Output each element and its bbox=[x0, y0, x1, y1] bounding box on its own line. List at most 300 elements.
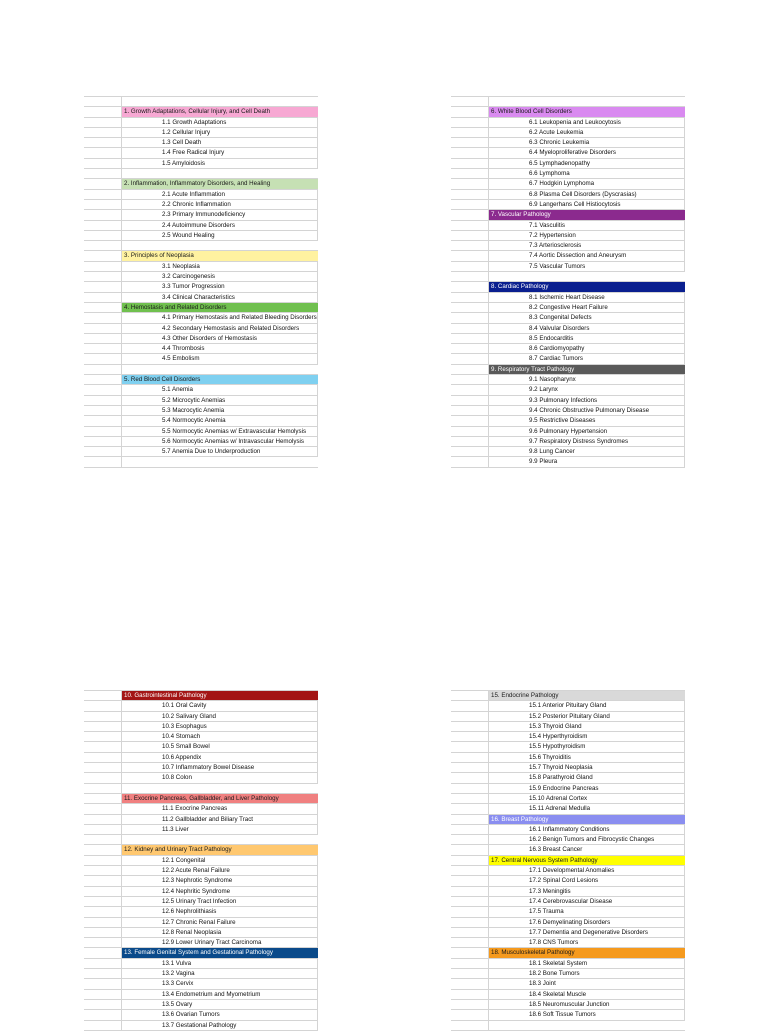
subtopic-row bbox=[451, 138, 685, 148]
gutter-cell bbox=[84, 938, 122, 947]
subtopic-label: 15.2 Posterior Pituitary Gland bbox=[529, 712, 610, 720]
gutter-cell bbox=[451, 334, 489, 343]
gutter-cell bbox=[84, 272, 122, 281]
subtopic-row bbox=[451, 251, 685, 261]
subtopic-label: 17.3 Meningitis bbox=[529, 887, 571, 895]
subtopic-label: 18.6 Soft Tissue Tumors bbox=[529, 1011, 596, 1019]
subtopic-row bbox=[451, 437, 685, 447]
subtopic-label: 8.2 Congestive Heart Failure bbox=[529, 303, 608, 311]
subtopic-label: 17.6 Demyelinating Disorders bbox=[529, 918, 611, 926]
section-header-row bbox=[451, 282, 685, 292]
gutter-cell bbox=[451, 948, 489, 957]
gutter-cell bbox=[451, 753, 489, 762]
gutter-cell bbox=[84, 313, 122, 322]
gutter-cell bbox=[84, 990, 122, 999]
subtopic-label: 12.6 Nephrolithiasis bbox=[162, 908, 217, 916]
subtopic-label: 15.11 Adrenal Medulla bbox=[529, 805, 591, 813]
subtopic-label: 5.5 Normocytic Anemias w/ Extravascular Hemolysis bbox=[162, 427, 307, 435]
section-title: 13. Female Genital System and Gestational Pathology bbox=[124, 949, 273, 957]
subtopic-row bbox=[451, 169, 685, 179]
subtopic-label: 6.5 Lymphadenopathy bbox=[529, 159, 591, 167]
section-header-row bbox=[84, 948, 318, 958]
subtopic-row bbox=[451, 231, 685, 241]
gutter-cell bbox=[451, 897, 489, 906]
gutter-cell bbox=[84, 375, 122, 384]
section-header-row bbox=[84, 375, 318, 385]
subtopic-row bbox=[451, 416, 685, 426]
subtopic-row bbox=[84, 979, 318, 989]
subtopic-label: 7.3 Arteriosclerosis bbox=[529, 242, 582, 250]
gutter-cell bbox=[84, 282, 122, 291]
subtopic-label: 12.2 Acute Renal Failure bbox=[162, 867, 230, 875]
subtopic-row bbox=[451, 200, 685, 210]
subtopic-label: 5.7 Anemia Due to Underproduction bbox=[162, 448, 261, 456]
section-header-row bbox=[84, 691, 318, 701]
subtopic-label: 10.5 Small Bowel bbox=[162, 743, 210, 751]
subtopic-label: 13.3 Cervix bbox=[162, 980, 194, 988]
subtopic-row bbox=[84, 282, 318, 292]
subtopic-row bbox=[84, 334, 318, 344]
subtopic-row bbox=[451, 763, 685, 773]
section-header-row bbox=[451, 691, 685, 701]
subtopic-row bbox=[84, 427, 318, 437]
section-header-row bbox=[451, 365, 685, 375]
gutter-cell bbox=[451, 200, 489, 209]
subtopic-row bbox=[84, 742, 318, 752]
subtopic-row bbox=[84, 159, 318, 169]
subtopic-row bbox=[451, 344, 685, 354]
gutter-cell bbox=[451, 835, 489, 844]
subtopic-row bbox=[451, 1010, 685, 1020]
gutter-cell bbox=[84, 396, 122, 405]
gutter-cell bbox=[84, 169, 122, 178]
subtopic-label: 12.8 Renal Neoplasia bbox=[162, 928, 222, 936]
subtopic-row bbox=[451, 845, 685, 855]
gutter-cell bbox=[84, 344, 122, 353]
gutter-cell bbox=[451, 712, 489, 721]
subtopic-label: 9.5 Restrictive Diseases bbox=[529, 417, 596, 425]
subtopic-row bbox=[84, 815, 318, 825]
section-header-row bbox=[84, 794, 318, 804]
gutter-cell bbox=[451, 979, 489, 988]
outline-table-bottom-left bbox=[84, 690, 318, 1031]
subtopic-row bbox=[451, 887, 685, 897]
subtopic-label: 9.3 Pulmonary Infections bbox=[529, 396, 598, 404]
subtopic-label: 6.3 Chronic Leukemia bbox=[529, 139, 590, 147]
subtopic-label: 6.1 Leukopenia and Leukocytosis bbox=[529, 118, 621, 126]
subtopic-label: 5.3 Macrocytic Anemia bbox=[162, 406, 225, 414]
gutter-cell bbox=[451, 282, 489, 291]
subtopic-label: 9.8 Lung Cancer bbox=[529, 448, 575, 456]
gutter-cell bbox=[451, 722, 489, 731]
subtopic-row bbox=[84, 148, 318, 158]
subtopic-row bbox=[451, 753, 685, 763]
subtopic-row bbox=[451, 221, 685, 231]
subtopic-label: 2.1 Acute Inflammation bbox=[162, 190, 225, 198]
gutter-cell bbox=[451, 427, 489, 436]
gutter-cell bbox=[451, 866, 489, 875]
subtopic-row bbox=[451, 179, 685, 189]
gutter-cell bbox=[451, 856, 489, 865]
gutter-cell bbox=[451, 107, 489, 116]
section-title: 15. Endocrine Pathology bbox=[491, 692, 559, 699]
subtopic-row bbox=[451, 375, 685, 385]
content-cell bbox=[489, 97, 685, 106]
subtopic-row bbox=[84, 938, 318, 948]
subtopic-row bbox=[451, 334, 685, 344]
outline-table-top-left bbox=[84, 96, 318, 468]
section-header-row bbox=[451, 210, 685, 220]
gutter-cell bbox=[451, 190, 489, 199]
gutter-cell bbox=[451, 365, 489, 374]
subtopic-row bbox=[84, 128, 318, 138]
subtopic-row bbox=[84, 272, 318, 282]
gutter-cell bbox=[84, 138, 122, 147]
gutter-cell bbox=[84, 354, 122, 363]
gutter-cell bbox=[451, 990, 489, 999]
gutter-cell bbox=[451, 354, 489, 363]
gutter-cell bbox=[84, 845, 122, 854]
gutter-cell bbox=[84, 334, 122, 343]
section-title: 5. Red Blood Cell Disorders bbox=[124, 376, 201, 384]
gutter-cell bbox=[84, 200, 122, 209]
section-title: 2. Inflammation, Inflammatory Disorders, and Healing bbox=[124, 180, 271, 188]
gutter-cell bbox=[84, 732, 122, 741]
subtopic-row bbox=[84, 773, 318, 783]
subtopic-label: 2.4 Autoimmune Disorders bbox=[162, 221, 235, 229]
content-cell bbox=[122, 784, 318, 793]
gutter-cell bbox=[451, 938, 489, 947]
gutter-cell bbox=[84, 712, 122, 721]
gutter-cell bbox=[84, 763, 122, 772]
gutter-cell bbox=[451, 763, 489, 772]
subtopic-label: 4.2 Secondary Hemostasis and Related Disorders bbox=[162, 324, 300, 332]
subtopic-label: 8.4 Valvular Disorders bbox=[529, 324, 590, 332]
gutter-cell bbox=[451, 457, 489, 466]
subtopic-label: 17.5 Trauma bbox=[529, 908, 564, 916]
subtopic-label: 6.2 Acute Leukemia bbox=[529, 128, 584, 136]
subtopic-row bbox=[84, 354, 318, 364]
subtopic-label: 1.3 Cell Death bbox=[162, 139, 202, 147]
gutter-cell bbox=[451, 416, 489, 425]
gutter-cell bbox=[84, 784, 122, 793]
subtopic-row bbox=[84, 732, 318, 742]
subtopic-label: 11.3 Liver bbox=[162, 825, 189, 833]
gutter-cell bbox=[84, 406, 122, 415]
subtopic-label: 8.6 Cardiomyopathy bbox=[529, 345, 585, 353]
subtopic-row bbox=[84, 712, 318, 722]
subtopic-label: 16.2 Benign Tumors and Fibrocystic Changes bbox=[529, 836, 655, 844]
gutter-cell bbox=[451, 959, 489, 968]
gutter-cell bbox=[451, 437, 489, 446]
gutter-cell bbox=[84, 979, 122, 988]
gutter-cell bbox=[84, 753, 122, 762]
gutter-cell bbox=[84, 221, 122, 230]
subtopic-label: 3.1 Neoplasia bbox=[162, 262, 200, 270]
subtopic-label: 5.4 Normocytic Anemia bbox=[162, 417, 226, 425]
gutter-cell bbox=[451, 773, 489, 782]
subtopic-row bbox=[84, 210, 318, 220]
subtopic-row bbox=[451, 794, 685, 804]
gutter-cell bbox=[451, 691, 489, 700]
subtopic-row bbox=[84, 324, 318, 334]
subtopic-label: 15.9 Endocrine Pancreas bbox=[529, 784, 599, 792]
subtopic-label: 11.1 Exocrine Pancreas bbox=[162, 805, 228, 813]
subtopic-label: 18.1 Skeletal System bbox=[529, 959, 588, 967]
subtopic-row bbox=[451, 990, 685, 1000]
section-title: 12. Kidney and Urinary Tract Pathology bbox=[124, 846, 232, 854]
gutter-cell bbox=[84, 856, 122, 865]
subtopic-row bbox=[451, 876, 685, 886]
section-title: 11. Exocrine Pancreas, Gallbladder, and Liver Pathology bbox=[124, 794, 279, 802]
subtopic-row bbox=[84, 928, 318, 938]
gutter-cell bbox=[451, 221, 489, 230]
section-header-row bbox=[84, 179, 318, 189]
subtopic-row bbox=[451, 701, 685, 711]
subtopic-label: 4.5 Embolism bbox=[162, 355, 200, 363]
subtopic-label: 7.1 Vasculitis bbox=[529, 221, 565, 229]
gutter-cell bbox=[84, 437, 122, 446]
subtopic-row bbox=[451, 732, 685, 742]
subtopic-row bbox=[84, 385, 318, 395]
subtopic-label: 3.3 Tumor Progression bbox=[162, 283, 225, 291]
subtopic-row bbox=[84, 763, 318, 773]
gutter-cell bbox=[451, 303, 489, 312]
section-title: 6. White Blood Cell Disorders bbox=[491, 108, 572, 116]
subtopic-row bbox=[84, 866, 318, 876]
gutter-cell bbox=[84, 447, 122, 456]
subtopic-label: 16.1 Inflammatory Conditions bbox=[529, 825, 610, 833]
section-header-row bbox=[84, 303, 318, 313]
gutter-cell bbox=[84, 887, 122, 896]
subtopic-label: 12.9 Lower Urinary Tract Carcinoma bbox=[162, 939, 262, 947]
subtopic-row bbox=[84, 722, 318, 732]
subtopic-row bbox=[84, 344, 318, 354]
blank-row bbox=[451, 272, 685, 282]
gutter-cell bbox=[84, 815, 122, 824]
subtopic-row bbox=[451, 447, 685, 457]
gutter-cell bbox=[451, 406, 489, 415]
gutter-cell bbox=[84, 835, 122, 844]
gutter-cell bbox=[84, 1000, 122, 1009]
subtopic-row bbox=[451, 128, 685, 138]
gutter-cell bbox=[451, 272, 489, 281]
gutter-cell bbox=[84, 262, 122, 271]
subtopic-row bbox=[451, 293, 685, 303]
subtopic-label: 13.7 Gestational Pathology bbox=[162, 1021, 237, 1029]
gutter-cell bbox=[84, 303, 122, 312]
gutter-cell bbox=[451, 344, 489, 353]
content-cell bbox=[122, 365, 318, 374]
gutter-cell bbox=[84, 190, 122, 199]
subtopic-row bbox=[451, 835, 685, 845]
blank-row bbox=[84, 97, 318, 107]
subtopic-label: 6.9 Langerhans Cell Histiocytosis bbox=[529, 200, 621, 208]
content-cell bbox=[122, 835, 318, 844]
subtopic-row bbox=[451, 825, 685, 835]
subtopic-label: 18.2 Bone Tumors bbox=[529, 970, 580, 978]
subtopic-row bbox=[451, 303, 685, 313]
section-title: 1. Growth Adaptations, Cellular Injury, and Cell Death bbox=[124, 108, 271, 116]
subtopic-label: 17.7 Dementia and Degenerative Disorders bbox=[529, 928, 649, 936]
section-title: 8. Cardiac Pathology bbox=[491, 283, 549, 291]
outline-table-bottom-right bbox=[451, 690, 685, 1031]
section-header-row bbox=[451, 856, 685, 866]
subtopic-label: 1.4 Free Radical Injury bbox=[162, 149, 225, 157]
subtopic-label: 15.6 Thyroiditis bbox=[529, 753, 571, 761]
content-cell bbox=[122, 457, 318, 466]
subtopic-row bbox=[451, 897, 685, 907]
gutter-cell bbox=[84, 969, 122, 978]
subtopic-row bbox=[84, 804, 318, 814]
content-cell bbox=[489, 1021, 685, 1030]
subtopic-label: 15.8 Parathyroid Gland bbox=[529, 774, 593, 782]
subtopic-row bbox=[451, 118, 685, 128]
subtopic-row bbox=[84, 437, 318, 447]
subtopic-row bbox=[84, 396, 318, 406]
subtopic-row bbox=[84, 753, 318, 763]
gutter-cell bbox=[451, 241, 489, 250]
subtopic-row bbox=[451, 938, 685, 948]
subtopic-row bbox=[84, 1021, 318, 1031]
subtopic-row bbox=[451, 406, 685, 416]
subtopic-label: 9.1 Nasopharynx bbox=[529, 376, 576, 384]
gutter-cell bbox=[84, 179, 122, 188]
subtopic-label: 10.1 Oral Cavity bbox=[162, 702, 207, 710]
subtopic-row bbox=[84, 118, 318, 128]
subtopic-row bbox=[84, 907, 318, 917]
gutter-cell bbox=[451, 293, 489, 302]
gutter-cell bbox=[84, 722, 122, 731]
gutter-cell bbox=[451, 815, 489, 824]
section-header-row bbox=[451, 107, 685, 117]
gutter-cell bbox=[451, 876, 489, 885]
subtopic-label: 15.10 Adrenal Cortex bbox=[529, 794, 588, 802]
gutter-cell bbox=[84, 742, 122, 751]
subtopic-label: 17.8 CNS Tumors bbox=[529, 939, 579, 947]
gutter-cell bbox=[451, 845, 489, 854]
subtopic-row bbox=[84, 825, 318, 835]
subtopic-label: 18.5 Neuromuscular Junction bbox=[529, 1000, 610, 1008]
gutter-cell bbox=[84, 1010, 122, 1019]
section-title: 17. Central Nervous System Pathology bbox=[491, 856, 598, 864]
subtopic-label: 10.2 Salivary Gland bbox=[162, 712, 216, 720]
gutter-cell bbox=[451, 138, 489, 147]
gutter-cell bbox=[84, 385, 122, 394]
subtopic-row bbox=[451, 427, 685, 437]
gutter-cell bbox=[84, 241, 122, 250]
gutter-cell bbox=[84, 701, 122, 710]
gutter-cell bbox=[84, 416, 122, 425]
section-header-row bbox=[451, 948, 685, 958]
gutter-cell bbox=[451, 804, 489, 813]
outline-table-top-right bbox=[451, 96, 685, 468]
subtopic-label: 3.4 Clinical Characteristics bbox=[162, 293, 235, 301]
gutter-cell bbox=[84, 907, 122, 916]
subtopic-label: 12.1 Congenital bbox=[162, 856, 206, 864]
subtopic-label: 13.1 Vulva bbox=[162, 959, 192, 967]
gutter-cell bbox=[451, 385, 489, 394]
subtopic-row bbox=[451, 742, 685, 752]
subtopic-label: 17.4 Cerebrovascular Disease bbox=[529, 897, 613, 905]
gutter-cell bbox=[451, 324, 489, 333]
gutter-cell bbox=[84, 948, 122, 957]
subtopic-label: 9.4 Chronic Obstructive Pulmonary Disease bbox=[529, 406, 650, 414]
gutter-cell bbox=[84, 794, 122, 803]
blank-row bbox=[84, 784, 318, 794]
gutter-cell bbox=[84, 128, 122, 137]
subtopic-label: 4.4 Thrombosis bbox=[162, 345, 205, 353]
subtopic-row bbox=[84, 918, 318, 928]
gutter-cell bbox=[84, 148, 122, 157]
gutter-cell bbox=[451, 701, 489, 710]
gutter-cell bbox=[84, 928, 122, 937]
subtopic-label: 13.4 Endometrium and Myometrium bbox=[162, 990, 261, 998]
subtopic-row bbox=[451, 1000, 685, 1010]
gutter-cell bbox=[84, 97, 122, 106]
subtopic-label: 15.5 Hypothyroidism bbox=[529, 743, 586, 751]
subtopic-label: 15.7 Thyroid Neoplasia bbox=[529, 764, 593, 772]
subtopic-row bbox=[84, 447, 318, 457]
subtopic-label: 6.7 Hodgkin Lymphoma bbox=[529, 180, 595, 188]
gutter-cell bbox=[451, 128, 489, 137]
gutter-cell bbox=[84, 691, 122, 700]
subtopic-row bbox=[84, 1010, 318, 1020]
subtopic-row bbox=[451, 907, 685, 917]
subtopic-label: 15.4 Hyperthyroidism bbox=[529, 733, 588, 741]
subtopic-label: 2.5 Wound Healing bbox=[162, 231, 215, 239]
section-title: 16. Breast Pathology bbox=[491, 815, 549, 823]
subtopic-label: 8.1 Ischemic Heart Disease bbox=[529, 293, 605, 301]
subtopic-label: 16.3 Breast Cancer bbox=[529, 846, 583, 854]
subtopic-label: 10.4 Stomach bbox=[162, 733, 201, 741]
subtopic-label: 1.2 Cellular Injury bbox=[162, 128, 211, 136]
subtopic-row bbox=[451, 262, 685, 272]
subtopic-row bbox=[451, 190, 685, 200]
subtopic-label: 5.6 Normocytic Anemias w/ Intravascular Hemolysis bbox=[162, 437, 305, 445]
subtopic-row bbox=[451, 324, 685, 334]
subtopic-label: 9.2 Larynx bbox=[529, 386, 558, 394]
subtopic-row bbox=[451, 773, 685, 783]
section-header-row bbox=[84, 107, 318, 117]
gutter-cell bbox=[451, 794, 489, 803]
gutter-cell bbox=[451, 784, 489, 793]
section-header-row bbox=[451, 815, 685, 825]
gutter-cell bbox=[451, 887, 489, 896]
gutter-cell bbox=[451, 928, 489, 937]
gutter-cell bbox=[84, 959, 122, 968]
subtopic-row bbox=[451, 712, 685, 722]
subtopic-row bbox=[84, 887, 318, 897]
section-title: 18. Musculoskeletal Pathology bbox=[491, 949, 575, 957]
subtopic-row bbox=[451, 148, 685, 158]
subtopic-row bbox=[451, 918, 685, 928]
gutter-cell bbox=[451, 742, 489, 751]
subtopic-label: 9.7 Respiratory Distress Syndromes bbox=[529, 437, 629, 445]
subtopic-row bbox=[451, 866, 685, 876]
subtopic-label: 8.7 Cardiac Tumors bbox=[529, 355, 583, 363]
subtopic-row bbox=[84, 1000, 318, 1010]
subtopic-row bbox=[84, 856, 318, 866]
gutter-cell bbox=[451, 118, 489, 127]
subtopic-label: 17.1 Developmental Anomalies bbox=[529, 867, 615, 875]
subtopic-row bbox=[451, 784, 685, 794]
section-title: 4. Hemostasis and Related Disorders bbox=[124, 303, 227, 311]
subtopic-row bbox=[84, 200, 318, 210]
subtopic-row bbox=[84, 231, 318, 241]
blank-row bbox=[84, 365, 318, 375]
subtopic-row bbox=[84, 416, 318, 426]
